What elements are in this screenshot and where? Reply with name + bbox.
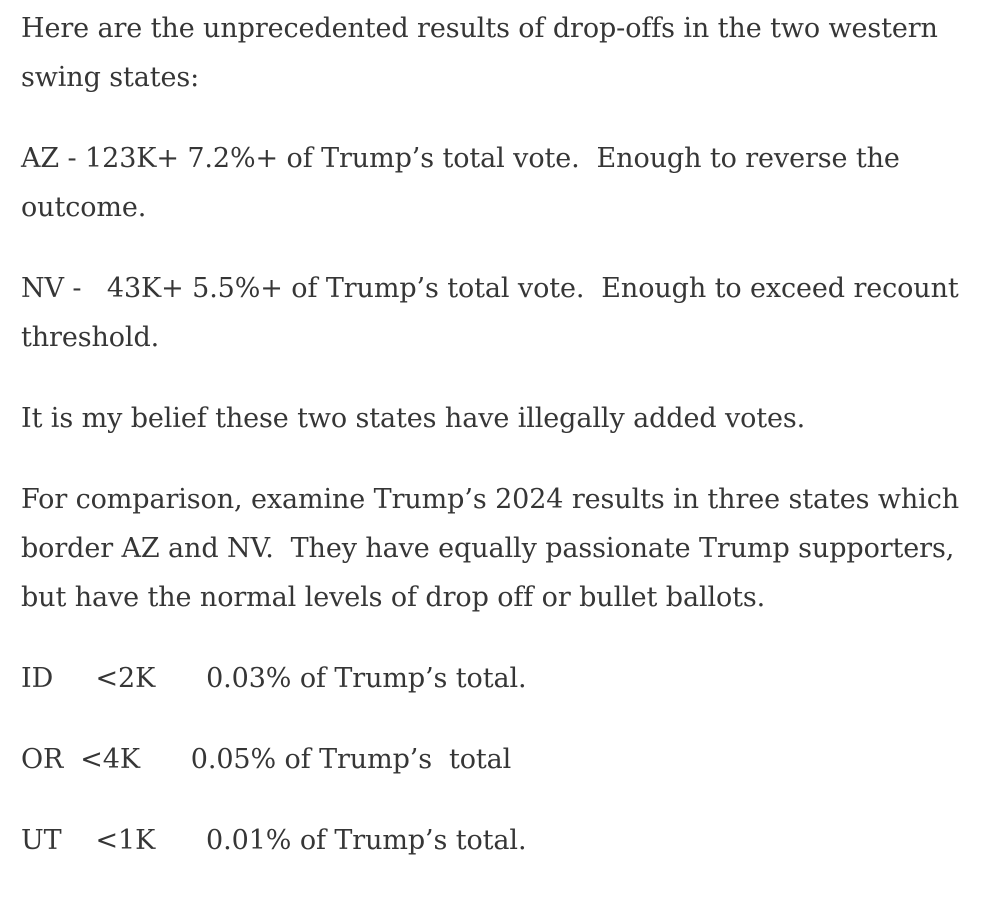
nv-paragraph: NV - 43K+ 5.5%+ of Trump’s total vote. Enough to exceed recount threshold. (21, 273, 968, 353)
stat-row-id: ID <2K 0.03% of Trump’s total. (21, 663, 527, 694)
intro-paragraph: Here are the unprecedented results of drop-offs in the two western swing states: (21, 13, 947, 93)
stat-row-ut: UT <1K 0.01% of Trump’s total. (21, 825, 527, 856)
stat-row-or: OR <4K 0.05% of Trump’s total (21, 744, 512, 775)
article-body (21, 4, 981, 897)
az-paragraph: AZ - 123K+ 7.2%+ of Trump’s total vote. Enough to reverse the outcome. (21, 143, 909, 223)
belief-paragraph: It is my belief these two states have illegally added votes. (21, 403, 806, 434)
comparison-paragraph: For comparison, examine Trump’s 2024 results in three states which border AZ and NV. They have equally passionate Trump supporters, but have the normal levels of drop off or bullet ballots. (21, 484, 968, 613)
